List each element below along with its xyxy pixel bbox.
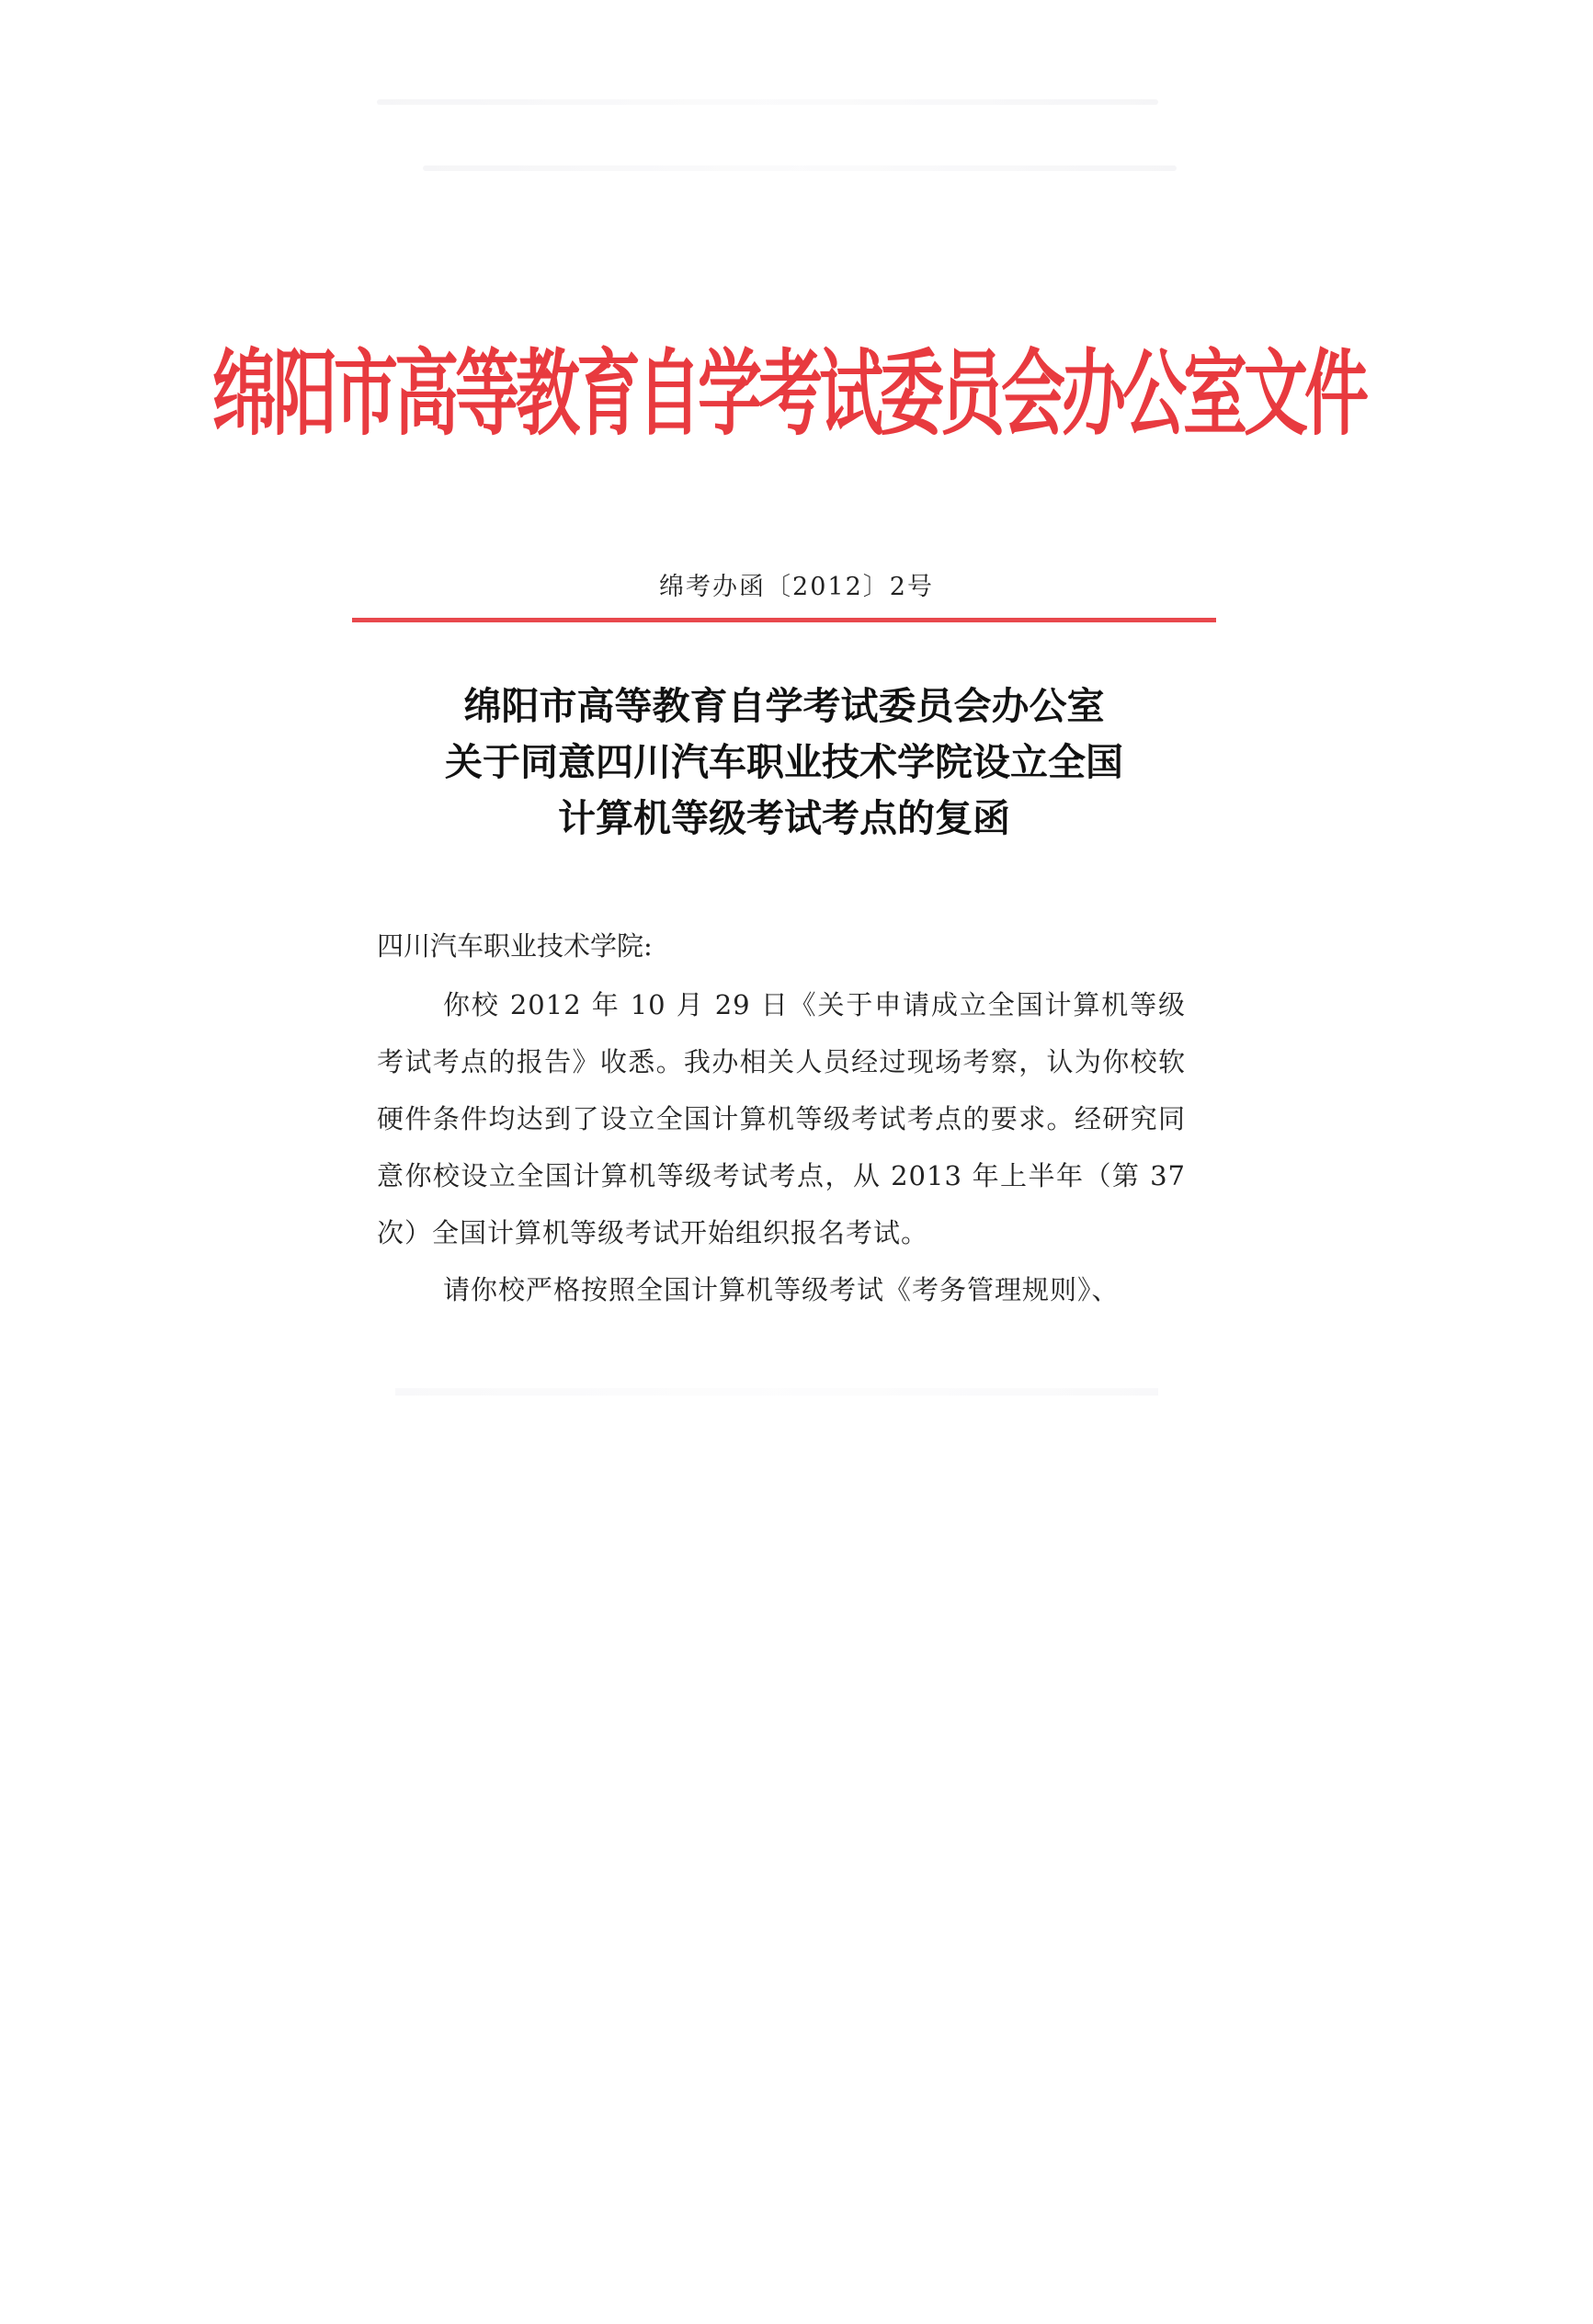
salutation: 四川汽车职业技术学院: xyxy=(377,930,653,962)
scan-bleed-mark xyxy=(395,1388,1158,1396)
scan-bleed-mark xyxy=(423,165,1177,171)
body-paragraph: 请你校严格按照全国计算机等级考试《考务管理规则》、 xyxy=(443,1274,1120,1305)
document-number: 绵考办函〔2012〕2号 xyxy=(659,573,934,601)
document-body xyxy=(377,917,1186,1318)
document-title xyxy=(352,678,1216,847)
body-paragraph: 你校 2012 年 10 月 29 日《关于申请成立全国计算机等级考试考点的报告》收悉。我办相关人员经过现场考察，认为你校软硬件条件均达到了设立全国计算机等级考试考点的要求。经研究同意你校设立全国计算机等级考试考点，从 2013 年上半年（第 37 次）全国计算机等级考试开始组织报名考试。 xyxy=(377,989,1186,1248)
red-divider-rule xyxy=(352,618,1216,622)
title-line: 计算机等级考试考点的复函 xyxy=(558,796,1010,840)
title-line: 绵阳市高等教育自学考试委员会办公室 xyxy=(463,684,1105,728)
title-line: 关于同意四川汽车职业技术学院设立全国 xyxy=(445,740,1123,784)
document-header-title: 绵阳市高等教育自学考试委员会办公室文件 xyxy=(212,338,1365,449)
scan-bleed-mark xyxy=(377,99,1158,105)
